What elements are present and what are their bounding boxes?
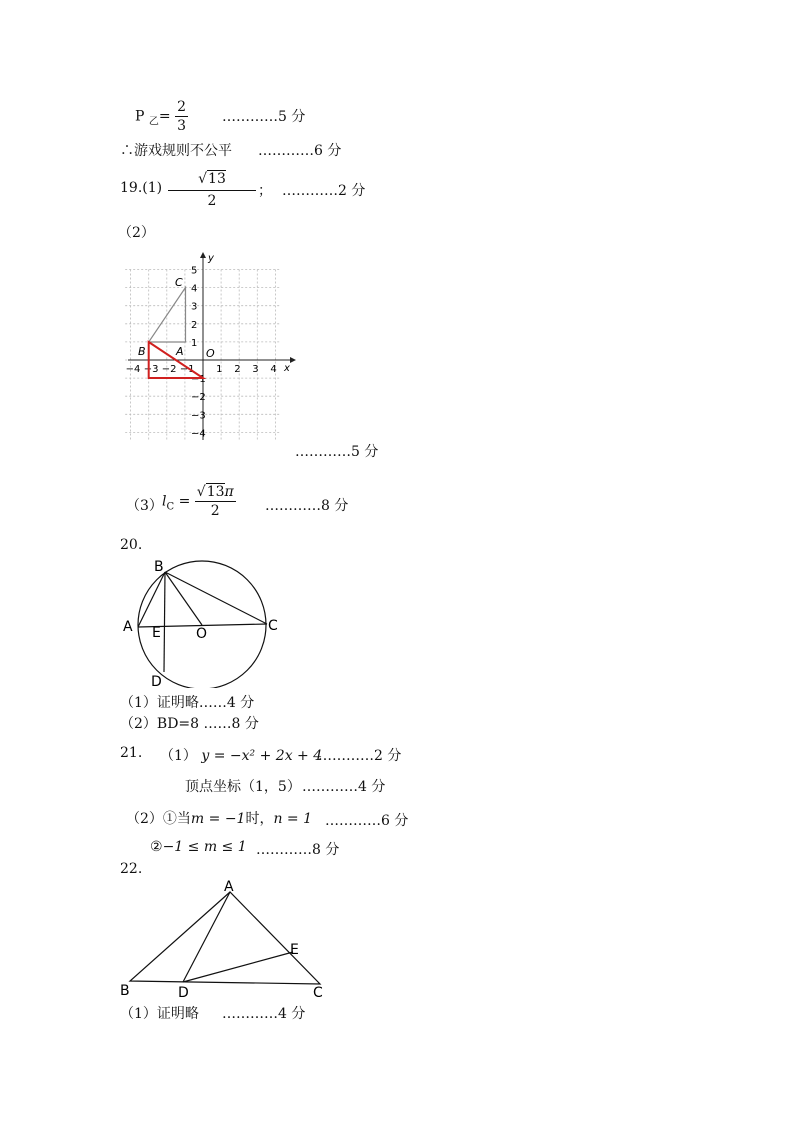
x-tick-label: 1 [216, 364, 223, 375]
lc-denominator: 2 [210, 503, 220, 519]
label-a2: A [224, 879, 234, 895]
p-subscript: 乙 [148, 116, 159, 128]
y-tick-label: −3 [191, 410, 206, 422]
x-axis-arrow [290, 357, 296, 363]
q19-answer-fraction [168, 168, 256, 211]
coordinate-grid-figure [118, 250, 298, 445]
y-tick-label: 5 [191, 265, 198, 277]
y-axis-arrow [200, 252, 206, 258]
label-b: B [154, 559, 164, 575]
y-tick-label: 4 [191, 283, 198, 295]
q20-answer2: （2）BD=8 ……8 分 [120, 716, 259, 732]
x-tick-label: −4 [125, 364, 141, 375]
y-tick-labels [191, 266, 206, 440]
segment-de [183, 952, 293, 982]
label-e: E [152, 625, 161, 641]
x-tick-label: 3 [252, 364, 259, 375]
origin-label: O [206, 347, 215, 360]
label-b2: B [120, 983, 130, 999]
label-o: O [196, 626, 208, 642]
lc-numerator [195, 483, 236, 502]
lc-radicand: 13 [206, 484, 225, 500]
q21-p3-label: ② [150, 839, 163, 855]
segment-ba [138, 572, 165, 627]
lc-subscript: C [166, 501, 175, 513]
q21-score3: …………6 分 [325, 813, 409, 829]
q21-vertex: 顶点坐标（1，5） [185, 779, 301, 795]
fair-conclusion: ∴游戏规则不公平 [120, 143, 232, 159]
q21-label: 21. [120, 745, 143, 761]
label-e2: E [290, 942, 299, 958]
point-label-b: B [138, 345, 146, 358]
circle-figure [118, 556, 288, 688]
lc-sqrt-sign: √ [196, 484, 206, 500]
q22-score1: …………4 分 [222, 1006, 306, 1022]
y-tick-label: 2 [191, 319, 198, 331]
segment-bd [164, 572, 165, 672]
p-formula [135, 98, 188, 135]
point-label-c: C [175, 276, 183, 289]
q19-denominator: 2 [207, 193, 217, 209]
q19-score3: …………8 分 [265, 498, 349, 514]
q22-answer1: （1）证明略 [120, 1006, 199, 1022]
q21-p2-mid: 时， [245, 811, 274, 827]
triangle-figure [116, 878, 336, 1000]
q21-p2-label: （2）①当 [126, 811, 191, 827]
q21-p2-condition: m = −1 [190, 811, 246, 827]
y-axis-label: y [208, 253, 214, 264]
q21-part3 [150, 839, 247, 855]
x-tick-label: −3 [143, 364, 159, 375]
q21-p3-expression: −1 ≤ m ≤ 1 [162, 839, 247, 855]
label-c2: C [313, 985, 323, 1000]
p-denominator: 3 [177, 118, 186, 134]
p-fraction [175, 98, 188, 135]
y-tick-label: 3 [191, 301, 198, 313]
q19-score1: …………2 分 [282, 183, 366, 199]
x-axis-label: x [284, 363, 290, 374]
lc-symbol: l [162, 493, 167, 510]
q19-sqrt-sign: √ [198, 171, 208, 187]
p-symbol: P [135, 108, 145, 125]
q21-score1: …………2 分 [318, 748, 402, 764]
q21-p1-y: y [201, 748, 210, 764]
q19-arc-formula [162, 483, 236, 520]
q19-score2: …………5 分 [295, 444, 379, 460]
q21-p1-label: （1） [160, 748, 197, 764]
x-tick-label: −2 [161, 364, 177, 375]
label-d2: D [178, 985, 189, 1000]
q22-label: 22. [120, 861, 143, 877]
q19-radicand: 13 [208, 171, 226, 187]
y-tick-label: 1 [191, 337, 198, 349]
y-tick-label: −1 [191, 374, 206, 386]
q21-score4: …………8 分 [256, 842, 340, 858]
point-label-a: A [176, 345, 184, 358]
x-tick-label: 2 [234, 364, 241, 375]
q19-separator: ； [258, 183, 272, 199]
x-tick-label: 4 [270, 364, 277, 375]
x-tick-label: −1 [179, 364, 195, 375]
q21-score2: …………4 分 [302, 779, 386, 795]
label-c: C [268, 618, 278, 634]
label-d: D [151, 674, 162, 688]
q19-part2: （2） [118, 225, 155, 241]
lc-equals: = [178, 493, 191, 510]
y-tick-label: −2 [191, 392, 206, 404]
segment-bc [165, 572, 267, 624]
fair-score: …………6 分 [258, 143, 342, 159]
segment-ad [183, 892, 230, 982]
q21-part2 [126, 808, 312, 828]
p-equals: = [158, 108, 171, 125]
y-tick-label: −4 [191, 428, 206, 440]
label-a: A [123, 619, 133, 635]
q19-label: 19.(1) [120, 180, 163, 196]
q19-part3: （3） [126, 498, 163, 514]
q20-label: 20. [120, 537, 143, 553]
q21-p2-result: n = 1 [273, 811, 313, 827]
lc-pi: π [224, 484, 234, 500]
p-score: …………5 分 [222, 109, 306, 125]
q21-part1 [160, 745, 322, 765]
q21-p1-expression: = −x² + 2x + 4 [209, 748, 323, 764]
p-numerator: 2 [177, 99, 186, 115]
lc-fraction [195, 483, 236, 520]
q20-answer1: （1）证明略……4 分 [120, 695, 255, 711]
segment-bo [165, 572, 202, 625]
